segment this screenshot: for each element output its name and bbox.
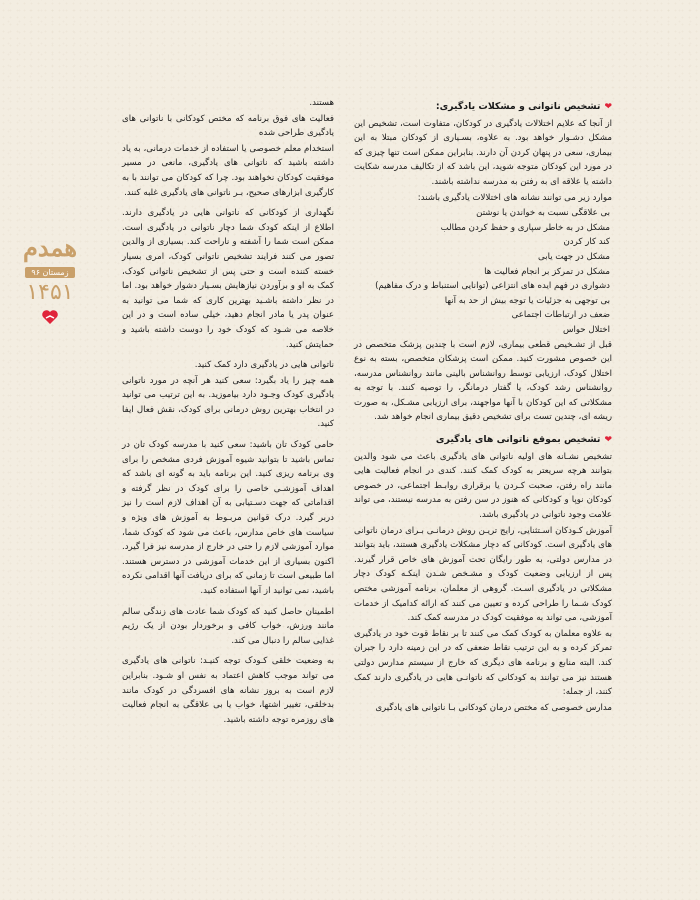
list-item: ضعف در ارتباطات اجتماعی [511, 310, 610, 321]
right-column [354, 96, 612, 716]
paragraph: همه چیز را یاد بگیرد: سعی کنید هر آنچه در مورد ناتوانی یادگیری کودک وجـود دارد بیاموزید. به این ترتیب می توانید در انتخاب بهترین روش درمانی برای کودک، نقش فعال ایفا کنید. [122, 375, 334, 430]
list-item: مشکل در به خاطر سپاری و حفظ کردن مطالب [440, 222, 610, 233]
magazine-logo [18, 233, 82, 327]
paragraph: به وضعیت خلقی کـودک توجه کنیـد: ناتوانی های یادگیری می تواند موجب کاهش اعتماد به نفس او شـود. بنابراین لازم است به بروز نشانه های افسردگی در کودک مانند بدخلقی، تغییر اشتها، خواب یا بی علاقگی به انجام فعالیت های روزمره توجه داشته باشید. [122, 656, 334, 725]
section-heading [354, 433, 612, 448]
left-column [122, 96, 334, 728]
section-title: تشخیص بموقع ناتوانی های یادگیری [435, 434, 601, 446]
list-item: مشکل در جهت یابی [538, 251, 610, 262]
paragraph: هستند. [309, 98, 334, 108]
paragraph: از آنجا که علایم اختلالات یادگیری در کودکان، متفاوت است، تشخیص این مشکل دشـوار خواهد بود. به علاوه، بسـیاری از کودکان مبتلا به این بیماری، سعی در پنهان کردن آن دارند. بنابراین ممکن است تنها چیزی که در مورد این کودکان متوجه شوید، این باشد که از تکالیف مدرسه شکایت داشته یا علاقه ای به رفتن به مدرسه نداشته باشند. [354, 118, 612, 187]
heart-icon: ❤ [604, 102, 612, 112]
list-item: مشکل در تمرکز بر انجام فعالیت ها [484, 266, 610, 277]
list-item: بی توجهی به جزئیات یا توجه بیش از حد به آنها [444, 295, 610, 306]
heart-icon: ❤ [604, 435, 612, 446]
section-title: تشخیص ناتوانی و مشکلات یادگیری: [435, 101, 601, 112]
list-item: کند کار کردن [563, 237, 610, 248]
list-item: دشواری در فهم ایده های انتزاعی (توانایی استنباط و درک مفاهیم) [375, 281, 610, 292]
paragraph: نگهداری از کودکانی که ناتوانی هایی در یادگیری دارند. اطلاع از اینکه کودک شما دچار ناتوانی در یادگیری است. ممکن است شما را آشفته و ناراحت کند. بسیاری از والدین تصور می کنند فرایند تشخیص ناتوانی کودک، امری بسیار خسته کننده است و حتی پس از تشخیص ناتوانی کودک، کمک به او و برآوردن نیازهایش بسـیار دشوار خواهد بود. اما در نظر داشته باشـید بهترین کاری که شما می توانید به عنوان پدر یا مادر انجام دهید، خیلی ساده است و در این خلاصه می شـود که کودک خود را دوست داشته باشید و حمایتش کنید. [122, 208, 334, 350]
issue-year: ۱۴۵۱ [26, 280, 74, 305]
paragraph: استخدام معلم خصوصی یا استفاده از خدمات درمانی، به یاد داشته باشید که ناتوانی های یادگیری، مانعی در مسیر موفقیت کودکان نخواهند بود. چرا که کودکان می توانند با به کارگیری ابزارهای صحیح، بـر ناتوانی های یادگیری غلبه کنند. [122, 143, 334, 198]
magazine-name: همدم [23, 233, 77, 262]
paragraph: ناتوانی هایی در یادگیری دارد کمک کنید. [194, 360, 334, 371]
heart-hand-icon [40, 307, 60, 327]
paragraph: حامی کودک تان باشید: سعی کنید با مدرسه کودک تان در تماس باشید تا بتوانید شیوه آموزش فردی مشخص را برای وی برنامه ریزی کنید. این برنامه باید به گونه ای باشد که اهداف آموزشـی خاصی را برای کودک در نظر گرفته و اقداماتی که جهت دسـتیابی به آن اهداف لازم است را نیز دربر گیرد. درک قوانین مربـوط به آموزش های ویژه و سیاست های خاص مدارس، باعث می شود که کودک شما، موارد آموزشی لازم را حتی در خارج از مدرسه نیز فرا گیرد. اکنون بسیاری از این خدمات آموزشی در دسترس هستند. اما طبیعی است تا زمانی که برای دریافت آنها اقدامی نکرده باشید، نمی توانید از آنها استفاده کنید. [122, 440, 334, 596]
list-item: اختلال حواس [562, 324, 610, 335]
paragraph: به علاوه معلمان به کودک کمک می کنند تا بر نقاط قوت خود در یادگیری تمرکز کرده و به این ترتیب نقاط ضعفی که در این زمینه دارد را جبران کند. البته منابع و برنامه های دیگری که خارج از سیستم مدارس دولتی هستند نیز می توانند به کودکانی که ناتوانـی هایی در یادگیری دارند کمک کنند، از جمله: [354, 628, 612, 698]
paragraph: مدارس خصوصی که مختص درمان کودکانی بـا ناتوانی های یادگیری [375, 702, 612, 713]
paragraph: تشخیص نشـانه های اولیه ناتوانی های یادگیری باعث می شود والدین بتوانند هرچه سریعتر به کودک کمک کنند. کندی در انجام فعالیت هایی مانند راه رفتن، صحبت کـردن یا برقراری روابـط اجتماعی، در خصوص کودکان نوپا و کودکانی که هنوز در سن رفتن به مدرسه نیستند، می تواند علامت وجود ناتوانی در یادگیری باشد. [354, 451, 612, 521]
paragraph: آموزش کـودکان اسـتثنایی، رایج تریـن روش درمانـی بـرای درمان ناتوانی های یادگیری است. کودکانی که دچار مشکلات یادگیری هستند، باید بتوانند در مدارس دولتی، به طور رایگان تحت آموزش های خاص قرار گیرند. پس از ارزیابی وضعیت کودک و مشـخص شـدن اینکـه کودک دچار مشکلاتی در یادگیری اسـت. گروهی از معلمان، برنامه آموزشی مختص کودک شـما را طراحی کرده و تعیین می کنند که ارائه کدامیک از خدمات آموزشی، می تواند به موفقیت کودک در مدرسه کمک کند. [354, 525, 612, 624]
section-heading [354, 100, 612, 115]
list-item: بی علاقگی نسبت به خواندن یا نوشتن [476, 208, 610, 219]
paragraph: اطمینان حاصل کنید که کودک شما عادت های زندگی سالم مانند ورزش، خواب کافی و برخوردار بودن از یک رژیم غذایی سالم را دنبال می کند. [122, 606, 334, 646]
issue-season: زمستان ۹۶ [25, 267, 74, 278]
symptom-list [354, 206, 612, 337]
paragraph: موارد زیر می توانند نشانه های اختلالات یادگیری باشند: [417, 192, 612, 203]
paragraph: فعالیت های فوق برنامه که مختص کودکانی با ناتوانی های یادگیری طراحی شده [122, 113, 334, 139]
paragraph: قبل از تشـخیص قطعی بیماری، لازم است با چندین پزشک متخصص در این خصوص مشورت کنید. ممکن است پزشکان متخصص، بسته به نوع اختلال کودک، ارزیابی توسط روانشناس بالینی مانند روانشناس مدرسه، روانشناس رشد کودک، یا گفتار درمانگر، را توصیه کنند. با توجه به مشکلاتی که این کودکان با آنها مواجهند، برای ارزیابی مشـکل، به صورت ریشه ای، چندین تست برای تشخیص دقیق بیماری انجام خواهد شد. [354, 339, 612, 423]
